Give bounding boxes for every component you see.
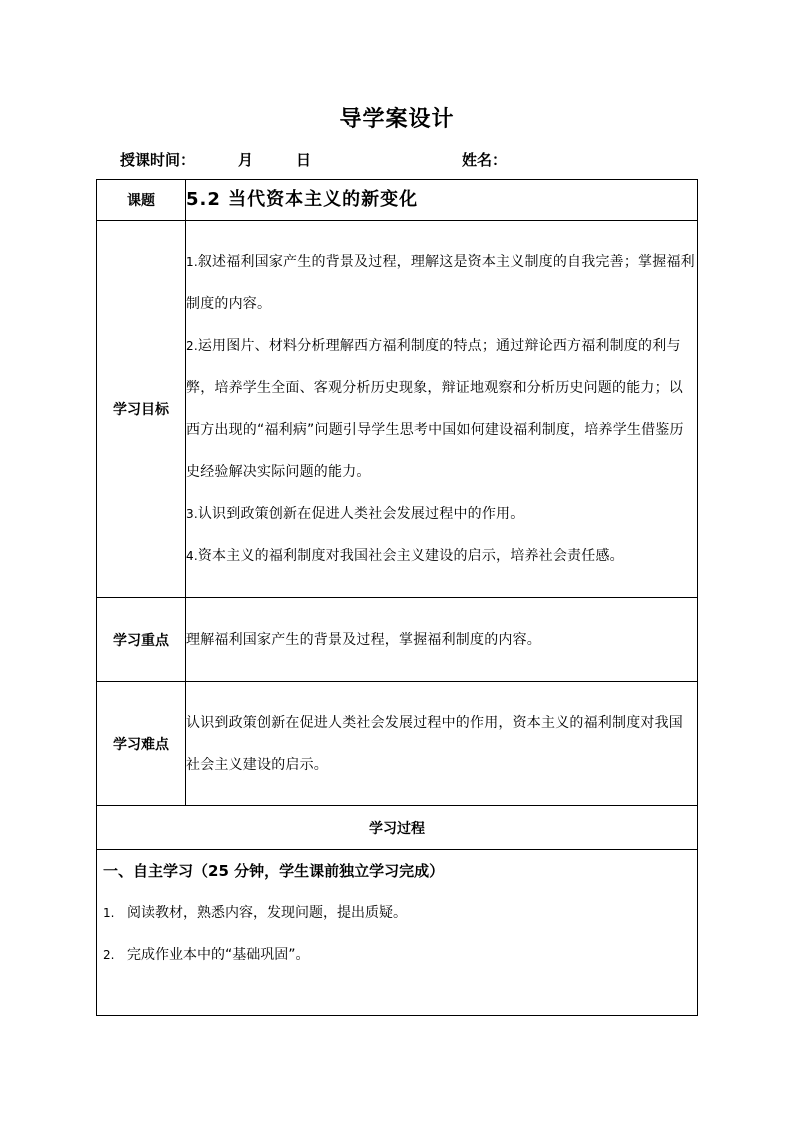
difficulties-label: 学习难点 (97, 682, 186, 806)
key-points-row (97, 598, 698, 682)
objective-item: 3.认识到政策创新在促进人类社会发展过程中的作用。 (186, 506, 525, 522)
objective-item: 4.资本主义的福利制度对我国社会主义建设的启示，培养社会责任感。 (186, 548, 624, 564)
process-header-row (97, 806, 698, 850)
key-points-text: 理解福利国家产生的背景及过程，掌握福利制度的内容。 (186, 631, 541, 648)
lesson-time-label: 授课时间： (120, 151, 196, 169)
key-points-label: 学习重点 (97, 598, 186, 682)
process-content-cell (97, 850, 698, 1016)
process-step: 1. 阅读教材，熟悉内容，发现问题，提出质疑。 (103, 905, 407, 921)
topic-value: 5.2 当代资本主义的新变化 (186, 189, 419, 210)
process-content-row (97, 850, 698, 1016)
name-label: 姓名： (462, 151, 508, 169)
page-title: 导学案设计 (339, 107, 455, 132)
process-step: 2. 完成作业本中的“基础巩固”。 (103, 947, 310, 963)
objectives-label: 学习目标 (97, 221, 186, 598)
lesson-info-row (120, 149, 680, 171)
topic-value-cell (186, 180, 698, 221)
objective-item: 2.运用图片、材料分析理解西方福利制度的特点；通过辩论西方福利制度的利与弊，培养学生全面、客观分析历史现象，辩证地观察和分析历史问题的能力；以西方出现的“福利病”问题引导学生思考中国如何建设福利制度，培养学生借鉴历史经验解决实际问题的能力。 (186, 338, 684, 480)
objectives-row (97, 221, 698, 598)
topic-row (97, 180, 698, 221)
difficulties-text: 认识到政策创新在促进人类社会发展过程中的作用，资本主义的福利制度对我国社会主义建设的启示。 (186, 714, 683, 773)
objective-item: 1.叙述福利国家产生的背景及过程，理解这是资本主义制度的自我完善；掌握福利制度的内容。 (186, 254, 695, 312)
topic-label: 课题 (97, 180, 186, 221)
process-header: 学习过程 (97, 806, 698, 850)
day-label: 日 (296, 151, 312, 169)
month-label: 月 (238, 151, 254, 169)
key-points-cell (186, 598, 698, 682)
difficulties-row (97, 682, 698, 806)
lesson-plan-table (96, 179, 698, 1016)
self-study-section-title: 一、自主学习（25 分钟，学生课前独立学习完成） (103, 862, 445, 880)
difficulties-cell (186, 682, 698, 806)
objectives-cell (186, 221, 698, 598)
